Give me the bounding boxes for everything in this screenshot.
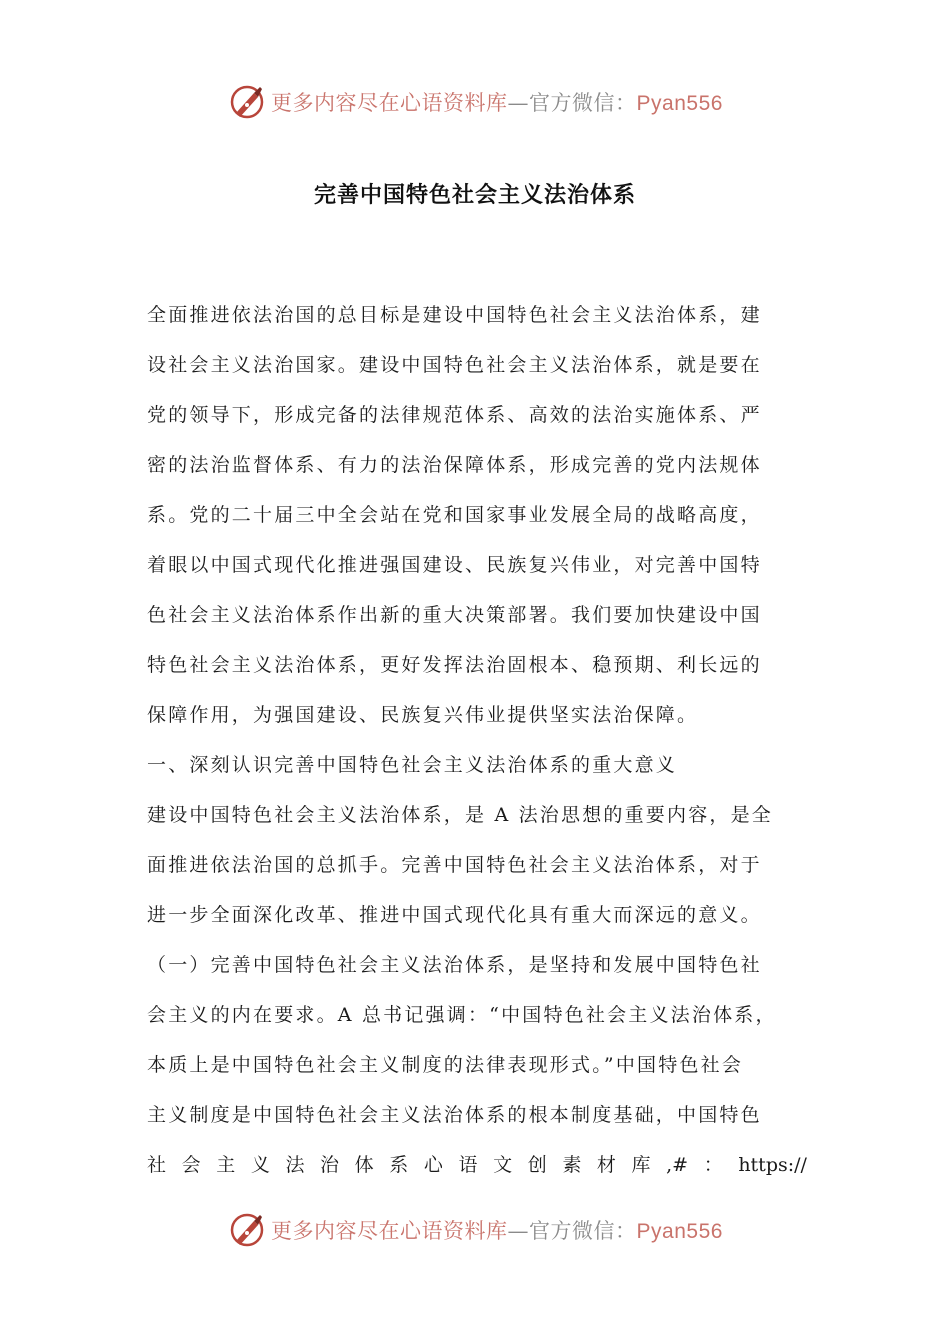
last-line-token: 文 (493, 1154, 513, 1176)
footer-watermark-banner (0, 1208, 950, 1252)
last-line-token: 会 (181, 1154, 201, 1176)
last-line-token: 心 (423, 1154, 443, 1176)
last-line-token: 社 (147, 1154, 167, 1176)
body-line: 建设中国特色社会主义法治体系，是 A 法治思想的重要内容，是全 (147, 804, 774, 826)
watermark-handle: Pyan556 (636, 92, 723, 115)
last-line-token: 主 (216, 1154, 236, 1176)
watermark-text (271, 87, 723, 117)
body-line: 系。党的二十届三中全会站在党和国家事业发展全局的战略高度， (147, 504, 762, 526)
body-line: 面推进依法治国的总抓手。完善中国特色社会主义法治体系，对于 (147, 854, 762, 876)
watermark-main-text: 更多内容尽在心语资料库 (271, 1219, 508, 1243)
last-line-token: ,# (666, 1154, 689, 1176)
watermark-main-text: 更多内容尽在心语资料库 (271, 91, 508, 115)
body-line: 本质上是中国特色社会主义制度的法律表现形式。”中国特色社会 (147, 1054, 744, 1076)
last-line-token: 创 (527, 1154, 547, 1176)
body-line: 着眼以中国式现代化推进强国建设、民族复兴伟业，对完善中国特 (147, 554, 762, 576)
last-line-token: 语 (458, 1154, 478, 1176)
watermark-handle: Pyan556 (636, 1220, 723, 1243)
document-body (147, 290, 807, 1190)
last-line-token: 法 (285, 1154, 305, 1176)
pen-nib-logo-icon (227, 82, 267, 122)
body-line: 特色社会主义法治体系，更好发挥法治固根本、稳预期、利长远的 (147, 654, 762, 676)
last-line-token: 系 (389, 1154, 409, 1176)
body-line: 党的领导下，形成完备的法律规范体系、高效的法治实施体系、严 (147, 404, 762, 426)
body-line: 色社会主义法治体系作出新的重大决策部署。我们要加快建设中国 (147, 604, 762, 626)
last-line-token: 材 (596, 1154, 616, 1176)
document-title: 完善中国特色社会主义法治体系 (313, 183, 636, 208)
watermark-separator: —官方微信： (507, 1219, 637, 1243)
body-line: 进一步全面深化改革、推进中国式现代化具有重大而深远的意义。 (147, 904, 762, 926)
body-line: 全面推进依法治国的总目标是建设中国特色社会主义法治体系，建 (147, 304, 762, 326)
body-line: （一）完善中国特色社会主义法治体系，是坚持和发展中国特色社 (147, 954, 762, 976)
last-line-token: 义 (250, 1154, 270, 1176)
justified-last-line (147, 1140, 807, 1190)
body-line: 密的法治监督体系、有力的法治保障体系，形成完善的党内法规体 (147, 454, 762, 476)
last-line-token: https:// (738, 1154, 807, 1176)
pen-nib-logo-icon (227, 1210, 267, 1250)
header-watermark-banner (0, 80, 950, 124)
body-line: 会主义的内在要求。A 总书记强调：“中国特色社会主义法治体系， (147, 1004, 777, 1026)
last-line-token: 治 (320, 1154, 340, 1176)
last-line-token: 库 (631, 1154, 651, 1176)
last-line-token: 素 (562, 1154, 582, 1176)
last-line-token: ： (703, 1154, 723, 1176)
body-line: 保障作用，为强国建设、民族复兴伟业提供坚实法治保障。 (147, 704, 699, 726)
section-heading: 一、深刻认识完善中国特色社会主义法治体系的重大意义 (147, 754, 678, 776)
body-line: 设社会主义法治国家。建设中国特色社会主义法治体系，就是要在 (147, 354, 762, 376)
watermark-separator: —官方微信： (507, 91, 637, 115)
body-line: 主义制度是中国特色社会主义法治体系的根本制度基础，中国特色 (147, 1104, 762, 1126)
last-line-token: 体 (354, 1154, 374, 1176)
watermark-text (271, 1215, 723, 1245)
